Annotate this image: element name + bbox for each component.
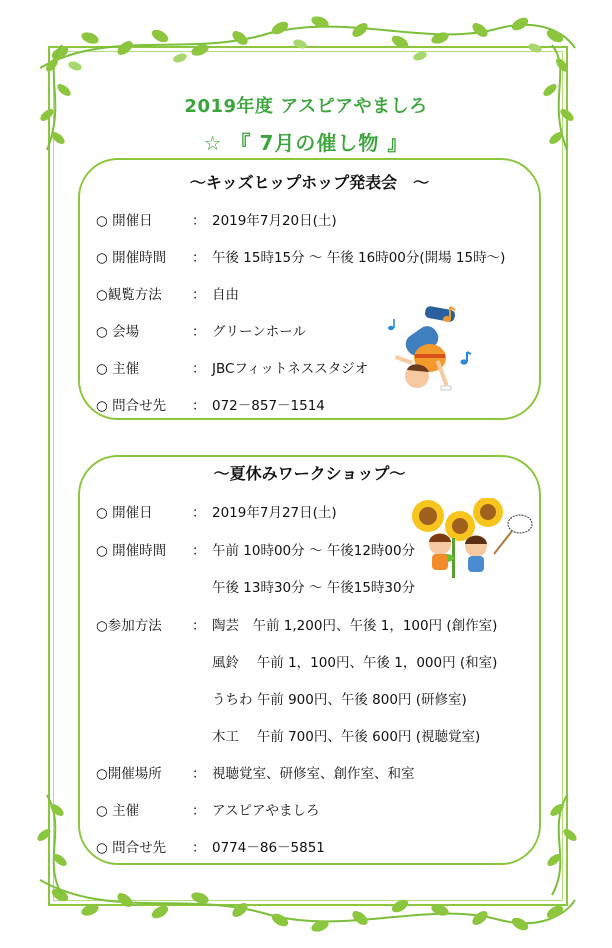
- info-value: 午後 13時30分 ～ 午後15時30分: [212, 580, 416, 596]
- info-colon: ：: [192, 543, 206, 559]
- info-value: 風鈴 午前 1，100円、午後 1，000円 (和室): [212, 655, 498, 671]
- info-value: 陶芸 午前 1,200円、午後 1，100円 (創作室): [212, 618, 498, 634]
- info-colon: ：: [192, 287, 206, 303]
- page-title-year: 2019年度 アスピアやましろ: [184, 96, 428, 117]
- sunflower-kids-illustration: [408, 498, 548, 580]
- music-note-icon: [458, 350, 472, 366]
- info-value: 2019年7月20日(土): [212, 213, 337, 229]
- info-value: 木工 午前 700円、午後 600円 (視聴覚室): [212, 729, 481, 745]
- info-colon: ：: [192, 250, 206, 266]
- info-label: ○ 開催時間: [96, 543, 167, 559]
- info-value: 自由: [212, 287, 239, 303]
- page-title-month: ☆ 『 7月の催し物 』: [203, 131, 409, 155]
- info-colon: ：: [192, 803, 206, 819]
- info-label: ○ 開催日: [96, 213, 153, 229]
- info-colon: ：: [192, 766, 206, 782]
- info-value: 072－857－1514: [212, 398, 325, 414]
- leaf-vine-bottom-decoration: [30, 860, 582, 944]
- music-note-icon: [386, 318, 398, 332]
- info-label: ○ 会場: [96, 324, 140, 340]
- event-title: ～キッズヒップホップ発表会 ～: [189, 173, 430, 192]
- info-colon: ：: [192, 324, 206, 340]
- info-colon: ：: [192, 618, 206, 634]
- info-label: ○ 主催: [96, 803, 140, 819]
- info-colon: ：: [192, 213, 206, 229]
- info-value: 午前 10時00分 ～ 午後12時00分: [212, 543, 416, 559]
- info-label: ○観覧方法: [96, 287, 162, 303]
- info-label: ○ 開催時間: [96, 250, 167, 266]
- info-colon: ：: [192, 361, 206, 377]
- info-value: うちわ 午前 900円、午後 800円 (研修室): [212, 692, 467, 708]
- info-value: 0774－86－5851: [212, 840, 325, 856]
- leaf-vine-left-bottom-decoration: [22, 790, 82, 900]
- info-label: ○参加方法: [96, 618, 162, 634]
- leaf-vine-top-decoration: [30, 8, 582, 88]
- info-value: アスピアやましろ: [212, 803, 320, 819]
- info-value: 午後 15時15分 ～ 午後 16時00分(開場 15時～): [212, 250, 506, 266]
- info-value: JBCフィットネススタジオ: [212, 361, 369, 377]
- music-note-icon: [440, 305, 456, 323]
- info-value: 視聴覚室、研修室、創作室、和室: [212, 766, 415, 782]
- info-colon: ：: [192, 398, 206, 414]
- info-label: ○ 主催: [96, 361, 140, 377]
- info-label: ○ 問合せ先: [96, 398, 167, 414]
- info-colon: ：: [192, 840, 206, 856]
- info-value: グリーンホール: [212, 324, 306, 340]
- info-label: ○開催場所: [96, 766, 162, 782]
- info-label: ○ 問合せ先: [96, 840, 167, 856]
- leaf-vine-right-bottom-decoration: [532, 790, 592, 900]
- info-value: 2019年7月27日(土): [212, 505, 337, 521]
- info-colon: ：: [192, 505, 206, 521]
- event-title: ～夏休みワークショップ～: [213, 464, 406, 483]
- info-label: ○ 開催日: [96, 505, 153, 521]
